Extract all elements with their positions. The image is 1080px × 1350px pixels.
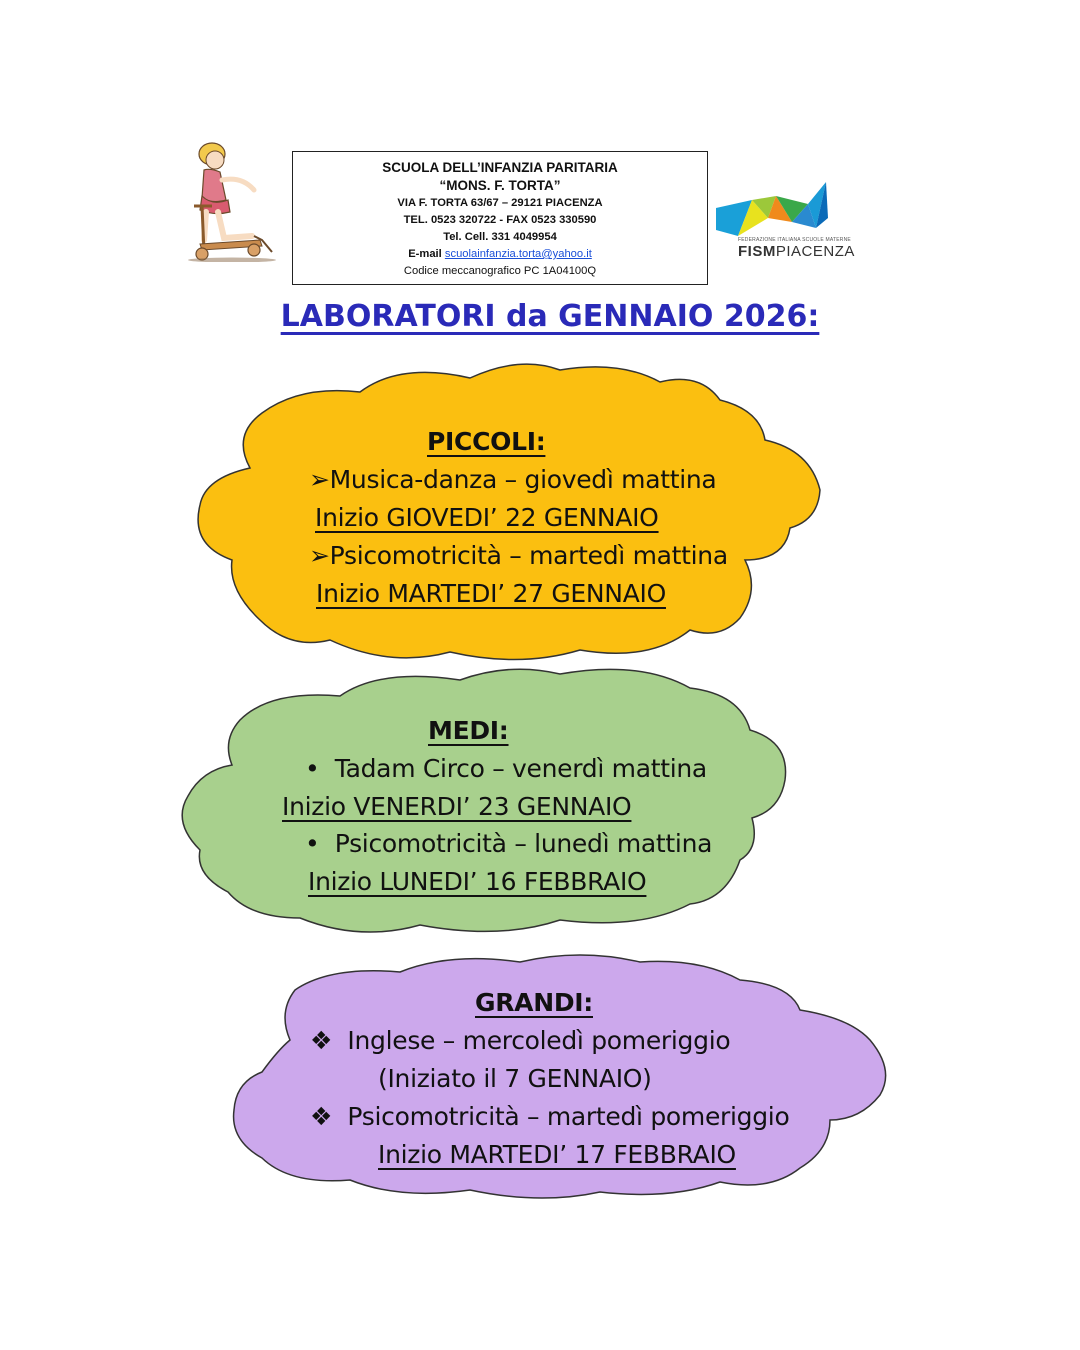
fism-name-bold: FISM <box>738 243 776 260</box>
page-title: LABORATORI da GENNAIO 2026: <box>280 299 820 334</box>
arrow-bullet-icon: ➢ <box>309 541 330 570</box>
medi-item-2 <box>305 829 712 858</box>
diamond-bullet-icon: ❖ <box>310 1102 333 1131</box>
medi-item-1 <box>305 754 707 783</box>
grandi-start-1: (Iniziato il 7 GENNAIO) <box>378 1064 652 1093</box>
piccoli-item-1 <box>309 465 716 494</box>
school-code: Codice meccanografico PC 1A04100Q <box>403 265 597 277</box>
email-label: E-mail <box>408 248 442 260</box>
piccoli-title: PICCOLI: <box>427 427 546 456</box>
grandi-item-1 <box>310 1026 730 1055</box>
grandi-start-2: Inizio MARTEDI’ 17 FEBBRAIO <box>378 1140 736 1169</box>
medi-item-1-text: Tadam Circo – venerdì mattina <box>334 754 707 783</box>
medi-title: MEDI: <box>428 716 509 745</box>
school-address: VIA F. TORTA 63/67 – 29121 PIACENZA <box>397 197 603 209</box>
grandi-item-1-text: Inglese – mercoledì pomeriggio <box>347 1026 731 1055</box>
piccoli-item-2-text: Psicomotricità – martedì mattina <box>329 541 728 570</box>
piccoli-item-2 <box>309 541 728 570</box>
dot-bullet-icon: • <box>305 829 320 858</box>
school-phone-fax: TEL. 0523 320722 - FAX 0523 330590 <box>403 214 597 226</box>
fism-caption: FEDERAZIONE ITALIANA SCUOLE MATERNE <box>738 237 851 243</box>
dot-bullet-icon: • <box>305 754 320 783</box>
arrow-bullet-icon: ➢ <box>309 465 330 494</box>
school-title: “MONS. F. TORTA” <box>439 178 561 193</box>
fism-name-rest: PIACENZA <box>775 243 855 260</box>
diamond-bullet-icon: ❖ <box>310 1026 333 1055</box>
medi-item-2-text: Psicomotricità – lunedì mattina <box>334 829 713 858</box>
email-link[interactable]: scuolainfanzia.torta@yahoo.it <box>444 248 592 260</box>
grandi-item-2 <box>310 1102 789 1131</box>
piccoli-item-1-text: Musica-danza – giovedì mattina <box>329 465 717 494</box>
medi-start-2: Inizio LUNEDI’ 16 FEBBRAIO <box>308 867 647 896</box>
piccoli-start-1: Inizio GIOVEDI’ 22 GENNAIO <box>315 503 659 532</box>
piccoli-start-2: Inizio MARTEDI’ 27 GENNAIO <box>316 579 666 608</box>
school-name: SCUOLA DELL’INFANZIA PARITARIA <box>382 160 618 175</box>
medi-start-1: Inizio VENERDI’ 23 GENNAIO <box>282 792 632 821</box>
grandi-item-2-text: Psicomotricità – martedì pomeriggio <box>347 1102 790 1131</box>
school-cell: Tel. Cell. 331 4049954 <box>443 231 557 243</box>
grandi-title: GRANDI: <box>475 988 593 1017</box>
